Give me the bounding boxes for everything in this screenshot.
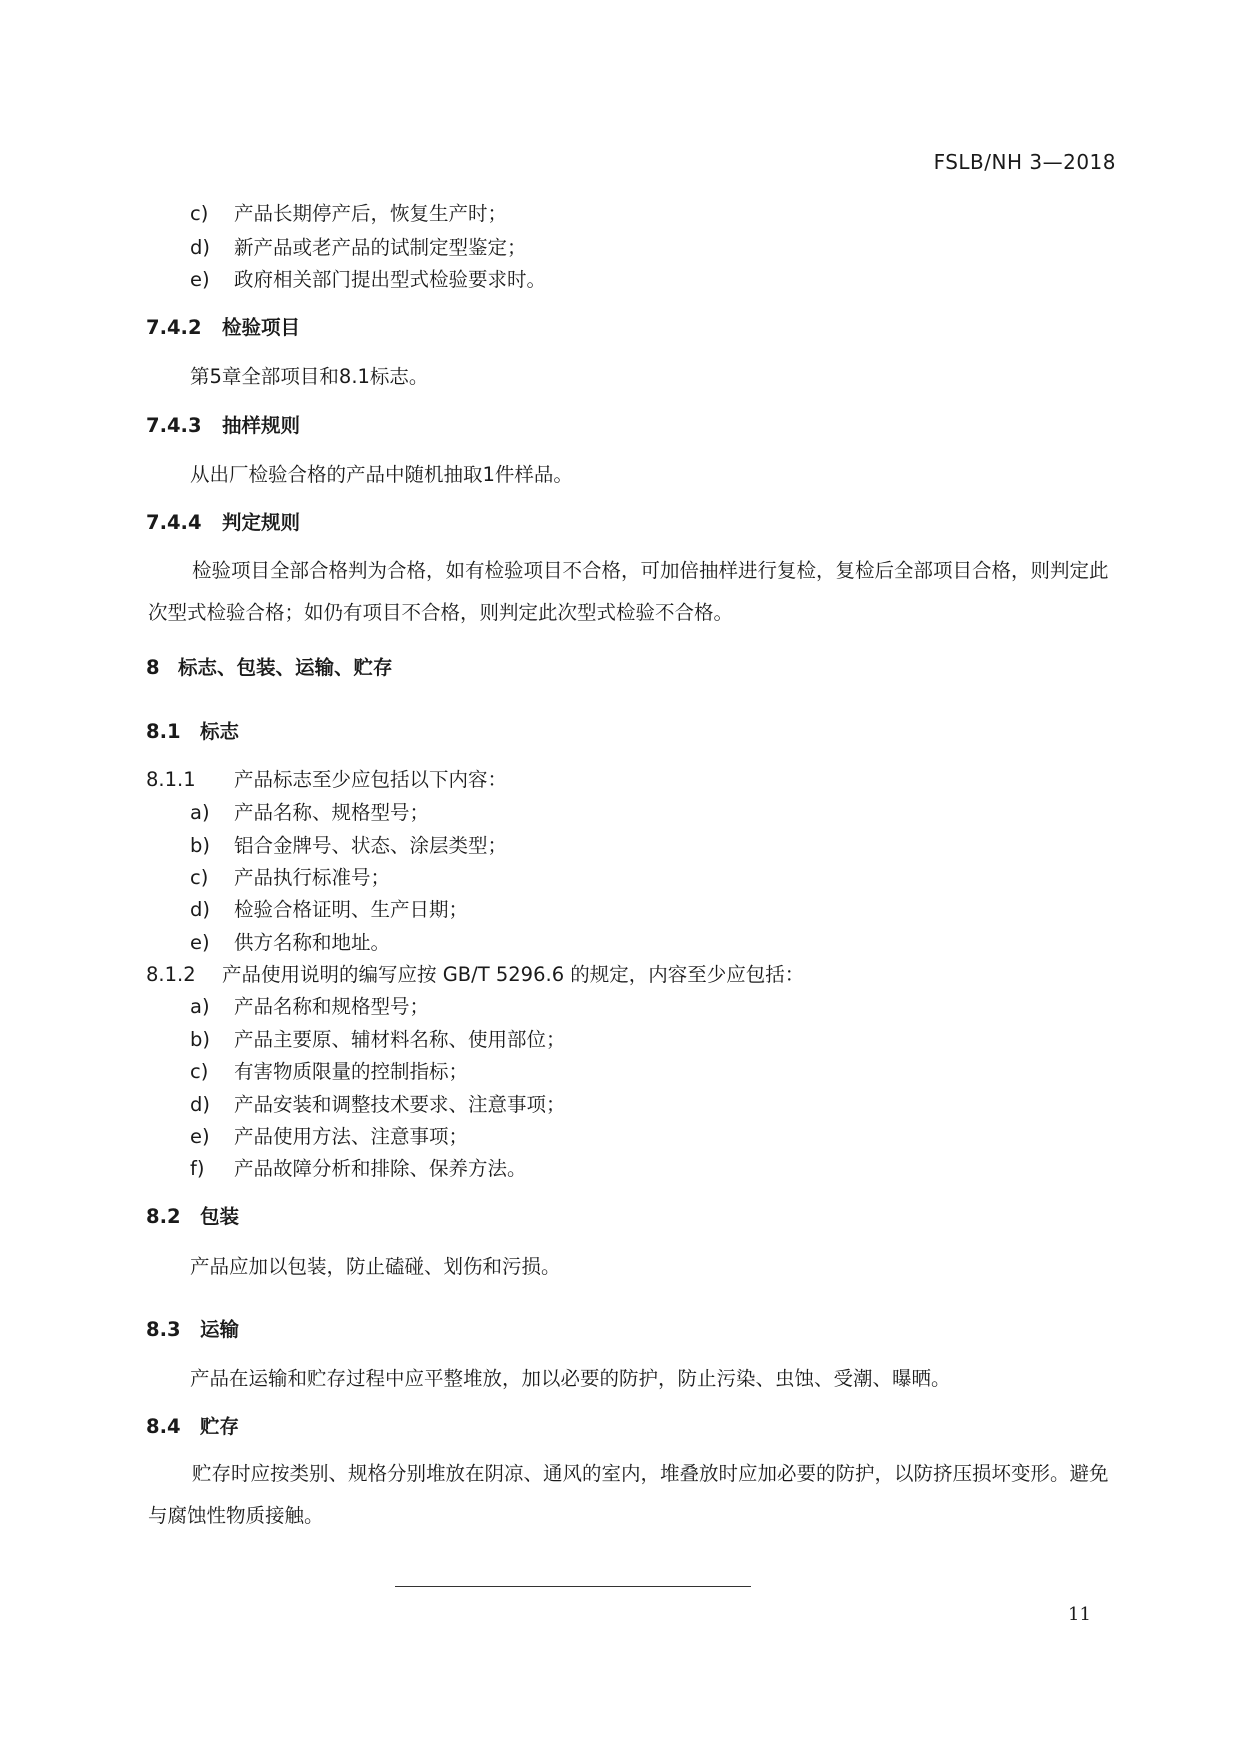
section-title: 贮存 bbox=[200, 1415, 240, 1438]
list-text: 检验合格证明、生产日期； bbox=[234, 898, 469, 921]
list-label: b) bbox=[190, 834, 210, 857]
list-text: 供方名称和地址。 bbox=[234, 931, 391, 954]
list-text: 产品名称、规格型号； bbox=[234, 801, 430, 824]
list-text: 有害物质限量的控制指标； bbox=[234, 1060, 469, 1083]
list-label: d) bbox=[190, 1093, 210, 1116]
clause-number: 8.1.2 bbox=[146, 963, 196, 986]
chapter-number: 8 bbox=[146, 656, 160, 679]
chapter-title: 标志、包装、运输、贮存 bbox=[178, 656, 393, 679]
paragraph-text: 产品在运输和贮存过程中应平整堆放，加以必要的防护，防止污染、虫蚀、受潮、曝晒。 bbox=[190, 1367, 951, 1390]
section-number: 7.4.2 bbox=[146, 316, 202, 339]
section-number: 8.2 bbox=[146, 1205, 181, 1228]
list-text: 产品执行标准号； bbox=[234, 866, 391, 889]
page-number: 11 bbox=[1068, 1604, 1091, 1625]
list-text: 产品主要原、辅材料名称、使用部位； bbox=[234, 1028, 566, 1051]
section-number: 7.4.3 bbox=[146, 414, 202, 437]
list-label: e) bbox=[190, 1125, 210, 1148]
paragraph-text: 产品应加以包装，防止磕碰、划伤和污损。 bbox=[190, 1255, 561, 1278]
list-label: e) bbox=[190, 268, 210, 291]
list-label: b) bbox=[190, 1028, 210, 1051]
list-label: c) bbox=[190, 202, 209, 225]
list-label: d) bbox=[190, 898, 210, 921]
list-text: 产品名称和规格型号； bbox=[234, 995, 430, 1018]
section-title: 检验项目 bbox=[222, 316, 301, 339]
list-label: c) bbox=[190, 866, 209, 889]
section-number: 8.1 bbox=[146, 720, 181, 743]
section-title: 运输 bbox=[200, 1318, 240, 1341]
section-title: 包装 bbox=[200, 1205, 240, 1228]
paragraph-text: 第5章全部项目和8.1标志。 bbox=[190, 365, 429, 388]
paragraph: 检验项目全部合格判为合格，如有检验项目不合格，可加倍抽样进行复检，复检后全部项目合格，则判定此次型式检验合格；如仍有项目不合格，则判定此次型式检验不合格。 bbox=[148, 559, 1109, 624]
list-label: a) bbox=[190, 801, 210, 824]
end-rule bbox=[395, 1586, 751, 1587]
list-text: 产品长期停产后，恢复生产时； bbox=[234, 202, 508, 225]
list-text: 政府相关部门提出型式检验要求时。 bbox=[234, 268, 547, 291]
list-label: d) bbox=[190, 236, 210, 259]
list-text: 产品故障分析和排除、保养方法。 bbox=[234, 1157, 527, 1180]
list-label: f) bbox=[190, 1157, 205, 1180]
clause-text: 产品标志至少应包括以下内容： bbox=[234, 768, 508, 791]
document-id: FSLB/NH 3—2018 bbox=[933, 150, 1116, 174]
list-label: a) bbox=[190, 995, 210, 1018]
section-number: 8.4 bbox=[146, 1415, 181, 1438]
list-label: e) bbox=[190, 931, 210, 954]
list-text: 产品使用方法、注意事项； bbox=[234, 1125, 469, 1148]
paragraph-text: 从出厂检验合格的产品中随机抽取1件样品。 bbox=[190, 463, 573, 486]
list-text: 产品安装和调整技术要求、注意事项； bbox=[234, 1093, 566, 1116]
clause-text: 产品使用说明的编写应按 GB/T 5296.6 的规定，内容至少应包括： bbox=[222, 963, 805, 986]
list-text: 铝合金牌号、状态、涂层类型； bbox=[234, 834, 508, 857]
list-label: c) bbox=[190, 1060, 209, 1083]
section-title: 判定规则 bbox=[222, 511, 301, 534]
section-number: 8.3 bbox=[146, 1318, 181, 1341]
list-text: 新产品或老产品的试制定型鉴定； bbox=[234, 236, 527, 259]
section-number: 7.4.4 bbox=[146, 511, 202, 534]
clause-number: 8.1.1 bbox=[146, 768, 196, 791]
section-title: 标志 bbox=[200, 720, 240, 743]
paragraph: 贮存时应按类别、规格分别堆放在阴凉、通风的室内，堆叠放时应加必要的防护，以防挤压损坏变形。避免与腐蚀性物质接触。 bbox=[148, 1462, 1109, 1527]
section-title: 抽样规则 bbox=[222, 414, 301, 437]
